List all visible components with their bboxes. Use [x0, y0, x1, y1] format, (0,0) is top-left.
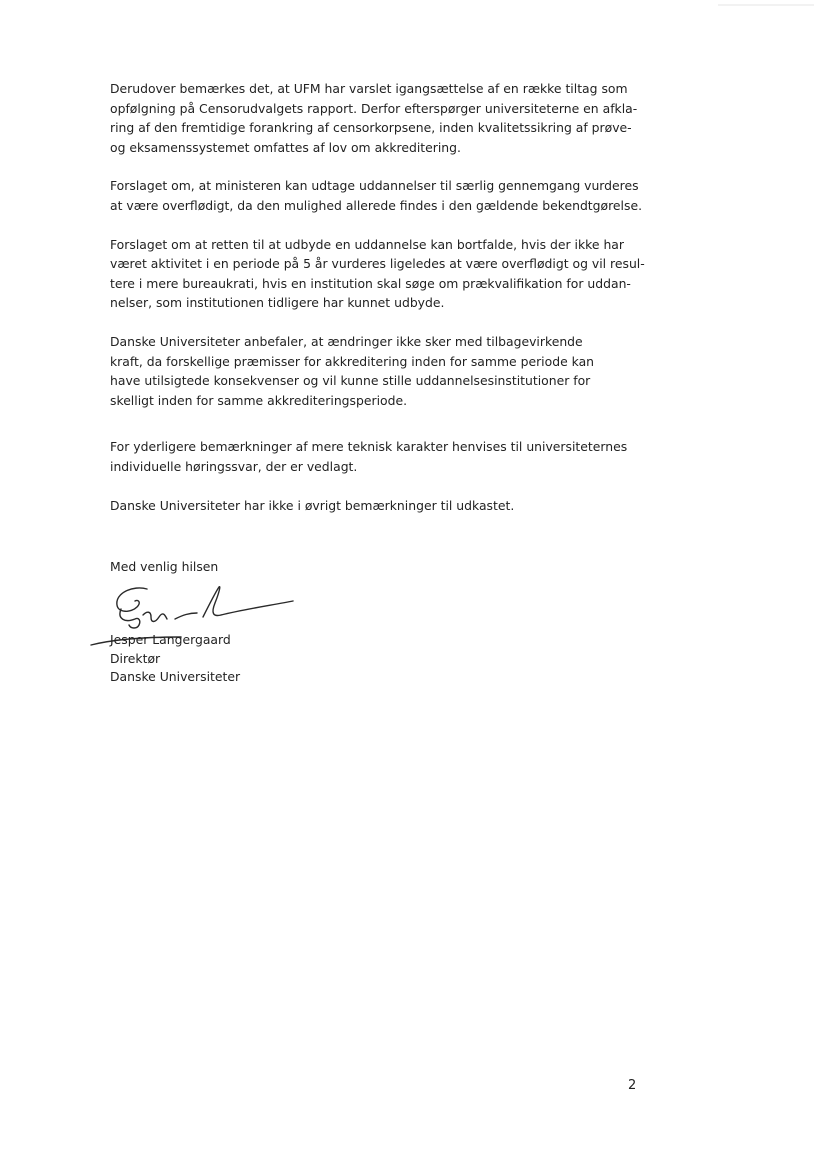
paragraph-retroactive — [110, 332, 650, 410]
text-line: nelser, som institutionen tidligere har kunnet udbyde. — [110, 295, 445, 311]
text-line: have utilsigtede konsekvenser og vil kunne stille uddannelsesinstitutioner for — [110, 373, 591, 389]
letter-body — [110, 79, 650, 534]
text-line: været aktivitet i en periode på 5 år vurderes ligeledes at være overflødigt og vil resul- — [110, 256, 645, 272]
text-line: Danske Universiteter anbefaler, at ændringer ikke sker med tilbagevirkende — [110, 333, 583, 349]
paragraph-censor — [110, 79, 650, 157]
text-line: opfølgning på Censorudvalgets rapport. Derfor efterspørger universiteterne en afkla- — [110, 100, 638, 116]
text-line: kraft, da forskellige præmisser for akkreditering inden for samme periode kan — [110, 353, 595, 369]
signer-organization: Danske Universiteter — [110, 669, 241, 685]
text-line: og eksamenssystemet omfattes af lov om akkreditering. — [110, 139, 461, 155]
page-number: 2 — [628, 1078, 637, 1093]
text-line: Forslaget om at retten til at udbyde en uddannelse kan bortfalde, hvis der ikke har — [110, 236, 624, 252]
text-line: ring af den fremtidige forankring af censorkorpsene, inden kvalitetssikring af prøve- — [110, 120, 632, 136]
text-line: Forslaget om, at ministeren kan udtage uddannelser til særlig gennemgang vurderes — [110, 178, 639, 194]
signer-name: Jesper Langergaard — [110, 632, 231, 647]
text-line: individuelle høringssvar, der er vedlagt. — [110, 458, 358, 474]
text-line: at være overflødigt, da den mulighed allerede findes i den gældende bekendtgørelse. — [110, 197, 643, 213]
paragraph-no-further — [110, 496, 650, 516]
scan-artifact — [718, 4, 814, 6]
closing-greeting: Med venlig hilsen — [110, 559, 219, 574]
paragraph-minister — [110, 176, 650, 215]
paragraph-right-to-offer — [110, 235, 650, 313]
signer-details — [110, 631, 240, 687]
text-line: Derudover bemærkes det, at UFM har varslet igangsættelse af en række tiltag som — [110, 81, 628, 96]
text-line: skelligt inden for samme akkrediteringsperiode. — [110, 392, 408, 408]
signature-block — [110, 557, 410, 685]
text-line: For yderligere bemærkninger af mere teknisk karakter henvises til universiteternes — [110, 439, 628, 455]
text-line: Danske Universiteter har ikke i øvrigt bemærkninger til udkastet. — [110, 497, 515, 513]
signer-title: Direktør — [110, 650, 161, 666]
paragraph-further-remarks — [110, 437, 650, 476]
text-line: tere i mere bureaukrati, hvis en institution skal søge om prækvalifikation for uddan- — [110, 275, 631, 291]
